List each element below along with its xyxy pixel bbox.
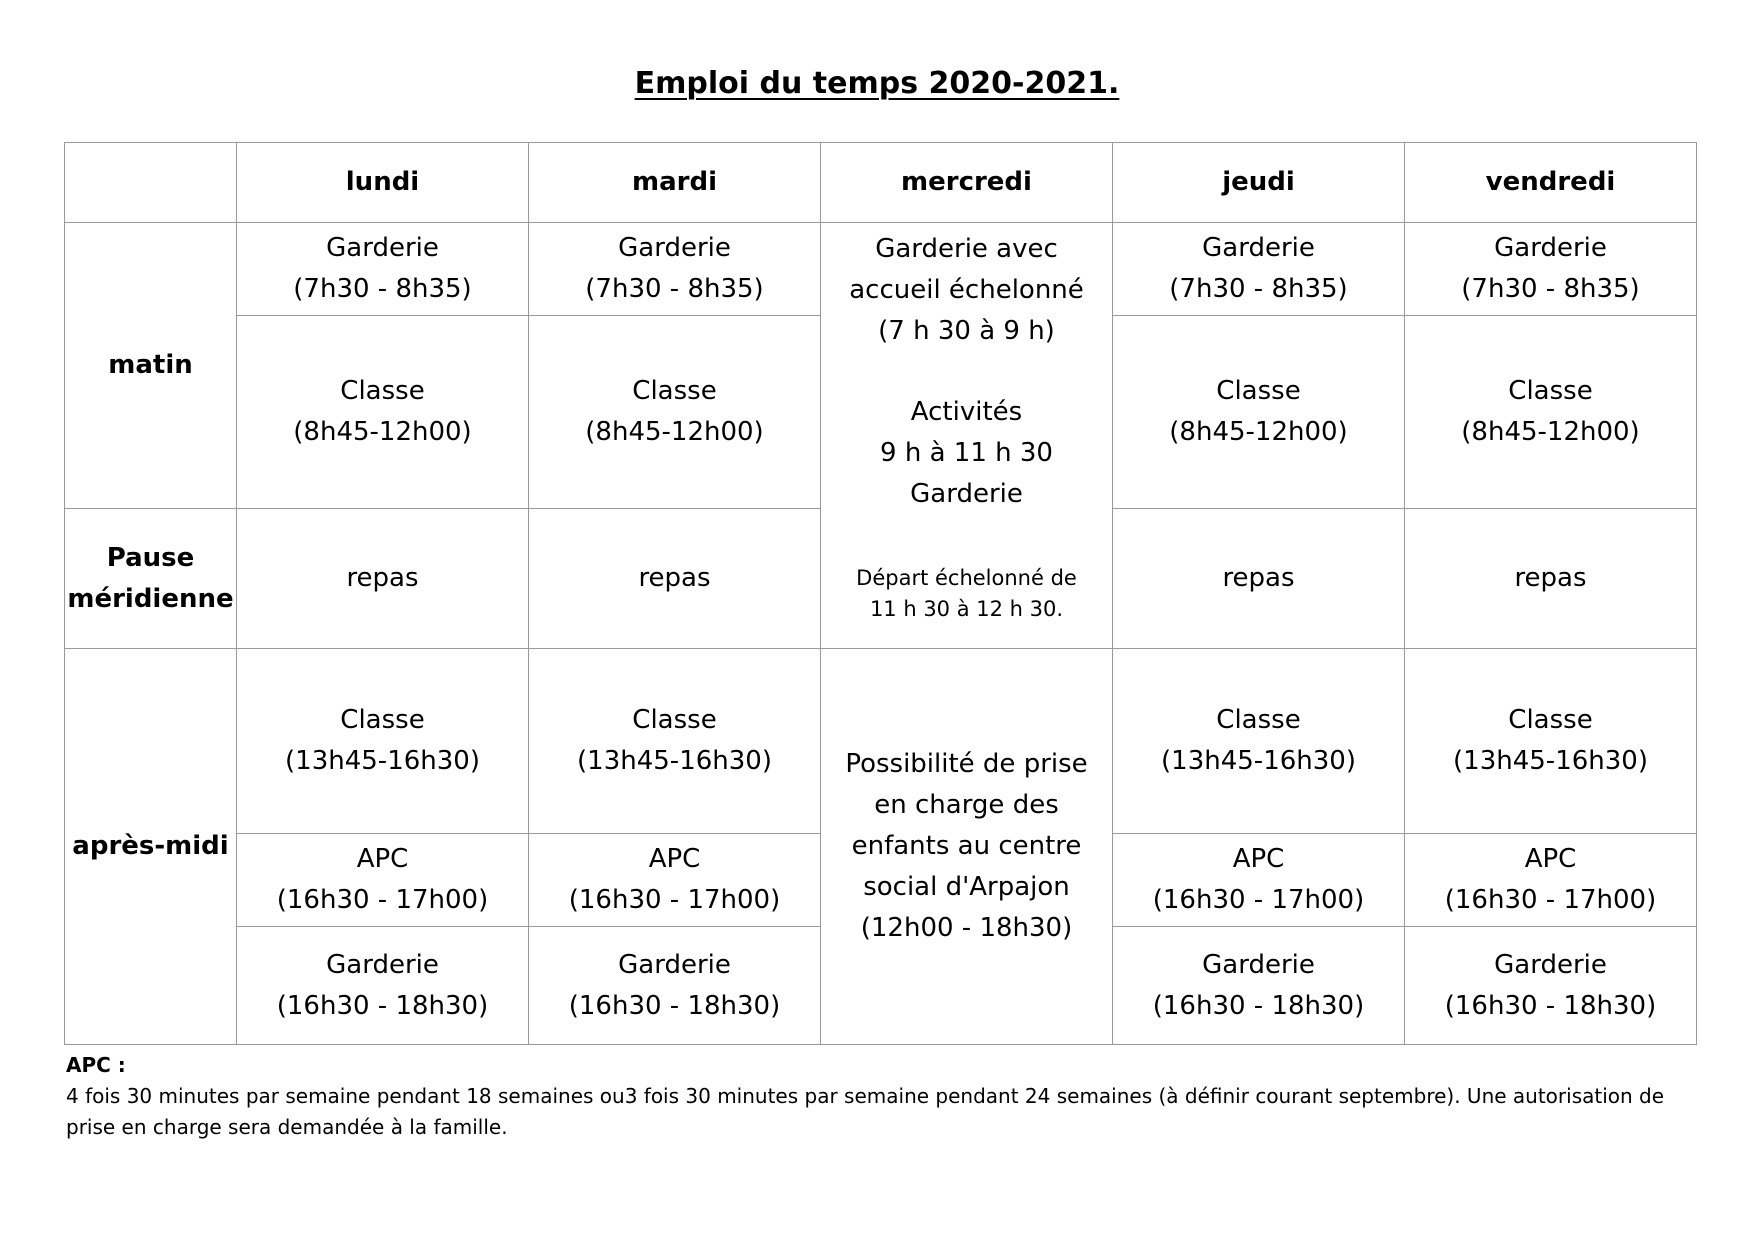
cell-lundi-classe-apres-midi [237,649,529,834]
cell-label: APC [648,844,701,874]
cell-time: (16h30 - 18h30) [568,990,781,1021]
mercredi-activites-line-2: 9 h à 11 h 30 [880,438,1053,468]
row-classe-apres-midi [65,649,1697,834]
cell-time: (8h45-12h00) [293,417,472,447]
cell-lundi-classe-matin [237,316,529,509]
cell-label: Garderie [618,949,731,980]
cell-label: Classe [1216,705,1301,735]
cell-lundi-garderie-matin [237,223,529,316]
cell-mardi-classe-apres-midi [529,649,821,834]
cell-jeudi-classe-matin [1113,316,1405,509]
mercredi-garderie-line-1: Garderie avec [875,234,1058,264]
cell-time: (16h30 - 18h30) [1152,990,1365,1021]
cell-label: Garderie [1202,949,1315,980]
cell-label: Classe [632,376,717,406]
cell-time: (8h45-12h00) [585,417,764,447]
mercredi-depart-line-2: 11 h 30 à 12 h 30. [869,597,1064,621]
cell-vendredi-repas: repas [1405,509,1697,649]
cell-label: APC [1524,844,1577,874]
row-garderie-matin [65,223,1697,316]
mercredi-garderie-line-2: accueil échelonné [849,275,1084,305]
cell-time: (8h45-12h00) [1461,417,1640,447]
corner-cell [65,143,237,223]
notes-title: APC : [66,1053,126,1077]
cell-time: (7h30 - 8h35) [1461,274,1640,304]
mercredi-activites-line-3: Garderie [910,479,1023,509]
cell-jeudi-classe-apres-midi [1113,649,1405,834]
cell-label: Garderie [1202,233,1315,263]
day-header-lundi: lundi [237,143,529,223]
cell-vendredi-classe-matin [1405,316,1697,509]
period-apres-midi: après-midi [65,649,237,1045]
cell-time: (16h30 - 17h00) [1152,885,1365,915]
mercredi-apres-midi-line-1: Possibilité de prise [845,749,1088,779]
cell-label: Classe [1216,376,1301,406]
cell-label: APC [356,844,409,874]
mercredi-garderie-line-3: (7 h 30 à 9 h) [878,316,1055,346]
cell-time: (16h30 - 17h00) [568,885,781,915]
period-pause-line-1: Pause [106,542,195,573]
cell-time: (8h45-12h00) [1169,417,1348,447]
mercredi-apres-midi-line-2: en charge des [874,790,1059,820]
cell-lundi-repas: repas [237,509,529,649]
cell-label: Classe [632,705,717,735]
cell-label: Garderie [1494,233,1607,263]
cell-time: (13h45-16h30) [1453,746,1648,776]
apc-notes [66,1050,1686,1143]
cell-vendredi-garderie-matin [1405,223,1697,316]
cell-vendredi-apc [1405,834,1697,927]
cell-mardi-classe-matin [529,316,821,509]
cell-jeudi-garderie-soir [1113,927,1405,1045]
cell-vendredi-classe-apres-midi [1405,649,1697,834]
cell-time: (16h30 - 17h00) [276,885,489,915]
schedule-table [64,142,1697,1045]
mercredi-apres-midi-line-5: (12h00 - 18h30) [860,913,1073,943]
cell-time: (13h45-16h30) [1161,746,1356,776]
cell-time: (13h45-16h30) [577,746,772,776]
cell-vendredi-garderie-soir [1405,927,1697,1045]
period-pause-line-2: méridienne [67,583,234,614]
cell-label: Classe [340,705,425,735]
cell-time: (7h30 - 8h35) [1169,274,1348,304]
cell-mardi-apc [529,834,821,927]
cell-time: (16h30 - 18h30) [1444,990,1657,1021]
cell-label: Garderie [1494,949,1607,980]
cell-time: (16h30 - 17h00) [1444,885,1657,915]
mercredi-depart-line-1: Départ échelonné de [856,566,1077,590]
cell-time: (16h30 - 18h30) [276,990,489,1021]
mercredi-apres-midi-line-3: enfants au centre [851,831,1082,861]
cell-jeudi-apc [1113,834,1405,927]
cell-jeudi-garderie-matin [1113,223,1405,316]
cell-label: Classe [1508,376,1593,406]
cell-time: (7h30 - 8h35) [293,274,472,304]
header-row [65,143,1697,223]
cell-jeudi-repas: repas [1113,509,1405,649]
period-pause-meridienne [65,509,237,649]
day-header-vendredi: vendredi [1405,143,1697,223]
cell-mardi-repas: repas [529,509,821,649]
cell-mardi-garderie-matin [529,223,821,316]
cell-label: Garderie [326,233,439,263]
mercredi-apres-midi-line-4: social d'Arpajon [863,872,1070,902]
cell-time: (13h45-16h30) [285,746,480,776]
cell-label: Garderie [618,233,731,263]
cell-time: (7h30 - 8h35) [585,274,764,304]
cell-mardi-garderie-soir [529,927,821,1045]
day-header-jeudi: jeudi [1113,143,1405,223]
cell-mercredi-apres-midi [821,649,1113,1045]
cell-label: Garderie [326,949,439,980]
cell-label: Classe [1508,705,1593,735]
day-header-mercredi: mercredi [821,143,1113,223]
day-header-mardi: mardi [529,143,821,223]
cell-lundi-apc [237,834,529,927]
page-title: Emploi du temps 2020-2021. [634,66,1120,101]
cell-mercredi-matin [821,223,1113,649]
cell-label: APC [1232,844,1285,874]
notes-text: 4 fois 30 minutes par semaine pendant 18 semaines ou3 fois 30 minutes par semaine pendant 24 semaines (à définir courant septembre). Une autorisation de prise en charge sera demandée à la famille. [66,1084,1665,1139]
cell-lundi-garderie-soir [237,927,529,1045]
cell-label: Classe [340,376,425,406]
period-matin: matin [65,223,237,509]
mercredi-activites-line-1: Activités [910,397,1023,427]
